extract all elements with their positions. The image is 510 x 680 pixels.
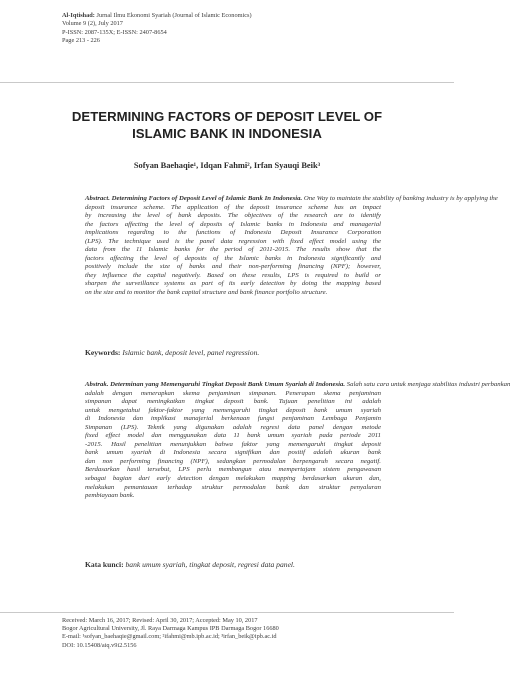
header-divider xyxy=(0,82,454,83)
abstrak-line: sebagai bagian dari early detection dengan melakukan mapping berdasarkan ukuran dan, xyxy=(85,475,381,483)
abstrak-line: untuk mengetahui faktor-faktor yang memengaruhi tingkat deposit bank umum syariah xyxy=(85,406,381,414)
kata-kunci-text: bank umum syariah, tingkat deposit, regresi data panel. xyxy=(123,560,295,569)
journal-name-rest: Jurnal Ilmu Ekonomi Syariah (Journal of Islamic Economics) xyxy=(94,12,252,19)
abstrak-line: Berdasarkan hasil tersebut, LPS perlu membangun atau mempertajam sistem pengawasan xyxy=(85,466,381,474)
abstrak-line: pembiayaan bank. xyxy=(85,492,135,500)
keywords-text: Islamic bank, deposit level, panel regression. xyxy=(120,348,260,357)
abstract-line: sharpen the surveillance systems as part of its early detection by doing the mapping based xyxy=(85,280,381,288)
abstract-line: factors affecting the level of deposits of the Islamic banks in Indonesia significantly and xyxy=(85,254,381,262)
footer-doi: DOI: 10.15408/aiq.v9i2.5156 xyxy=(62,641,137,649)
footer-email: E-mail: ¹sofyan_baehaqie@gmail.com; ²ifahmi@mb.ipb.ac.id; ³irfan_beik@ipb.ac.id xyxy=(62,633,277,641)
paper-title xyxy=(60,108,394,142)
keywords-indonesian xyxy=(85,560,295,569)
kata-kunci-label: Kata kunci: xyxy=(85,560,124,569)
journal-volume: Volume 9 (2), July 2017 xyxy=(62,20,123,28)
abstrak-label: Abstrak. Determinan yang Memengaruhi Tingkat Deposit Bank Umum Syariah di Indonesia. xyxy=(85,381,346,388)
abstract-line: on the size and to monitor the bank capital structure and bank finance portfolio structure. xyxy=(85,289,328,297)
abstrak-line: Simpanan (LPS). Teknik yang digunakan adalah regresi data panel dengan metode xyxy=(85,423,381,431)
abstrak-line: adalah dengan menerapkan skema penjaminan simpanan. Penerapan skema penjaminan xyxy=(85,389,381,397)
page-footer xyxy=(62,617,279,650)
abstract-indonesian xyxy=(85,381,510,501)
abstrak-text: Salah satu cara untuk menjaga stabilitas industri perbankan xyxy=(345,381,510,388)
abstrak-line: fixed effect model dan menggunakan data 11 bank umum syariah pada periode 2011 xyxy=(85,432,381,440)
abstract-line xyxy=(85,195,498,204)
abstrak-line xyxy=(85,381,510,390)
paper-title-line-2: ISLAMIC BANK IN INDONESIA xyxy=(132,126,322,141)
footer-dates: Received: March 16, 2017; Revised: April 30, 2017; Accepted: May 10, 2017 xyxy=(62,617,258,624)
abstract-line: by increasing the level of bank deposits. The objectives of the research are to identify xyxy=(85,212,381,220)
paper-authors: Sofyan Baehaqie¹, Idqan Fahmi², Irfan Syauqi Beik³ xyxy=(133,161,321,170)
abstract-line: data from the 11 Islamic banks for the period of 2011-2015. The results show that the xyxy=(85,246,381,254)
abstract-line: (LPS). The technique used is the panel data regression with fixed effect model using the xyxy=(85,237,381,245)
abstract-line: deposit insurance scheme. The application of the deposit insurance scheme has an impact xyxy=(85,203,381,211)
footer-divider xyxy=(0,612,454,613)
journal-name xyxy=(62,12,252,20)
journal-issn: P-ISSN: 2087-135X; E-ISSN: 2407-8654 xyxy=(62,28,167,36)
paper-title-line-1: DETERMINING FACTORS OF DEPOSIT LEVEL OF xyxy=(71,109,383,124)
abstrak-line: di Indonesia dan implikasi manajerial berkenaan fungsi penjaminan Lembaga Penjamin xyxy=(85,415,381,423)
journal-header xyxy=(62,12,252,45)
abstract-english xyxy=(85,195,498,298)
abstrak-line: dan non performing financing (NPF), sedangkan permodalan berpengaruh secara negatif. xyxy=(85,457,381,465)
abstrak-line: -2015. Hasil penelitian menunjukkan bahwa faktor yang memengaruhi tingkat deposit xyxy=(85,440,381,448)
journal-name-bold: Al-Iqtishad: xyxy=(62,12,95,19)
abstract-line: implications regarding to the functions of Indonesia Deposit Insurance Corporation xyxy=(85,229,381,237)
abstract-line: positively include the size of banks and their non-performing financing (NPF); however, xyxy=(85,263,381,271)
keywords-english xyxy=(85,348,259,357)
abstrak-line: melakukan pemantauan terhadap struktur permodalan bank dan struktur penyaluran xyxy=(85,483,381,491)
journal-pages: Page 213 - 226 xyxy=(62,36,100,44)
abstract-line: they influence the capital negatively. Based on these results, LPS is required to build or xyxy=(85,271,381,279)
abstract-text: One Way to maintain the stability of banking industry is by applying the xyxy=(302,195,498,202)
footer-affiliation: Bogor Agricultural University, Jl. Raya Darmaga Kampus IPB Darmaga Bogor 16680 xyxy=(62,625,279,633)
abstract-line: the factors affecting the level of deposits of Islamic banks in Indonesia and managerial xyxy=(85,220,381,228)
keywords-label: Keywords: xyxy=(85,348,121,357)
abstract-label: Abstract. Determining Factors of Deposit Level of Islamic Bank In Indonesia. xyxy=(85,195,303,202)
abstrak-line: simpanan dapat meningkatkan tingkat deposit bank. Tujuan penelitian ini adalah xyxy=(85,398,381,406)
abstrak-line: bank umum syariah di Indonesia secara signifikan dan positif adalah ukuran bank xyxy=(85,449,381,457)
